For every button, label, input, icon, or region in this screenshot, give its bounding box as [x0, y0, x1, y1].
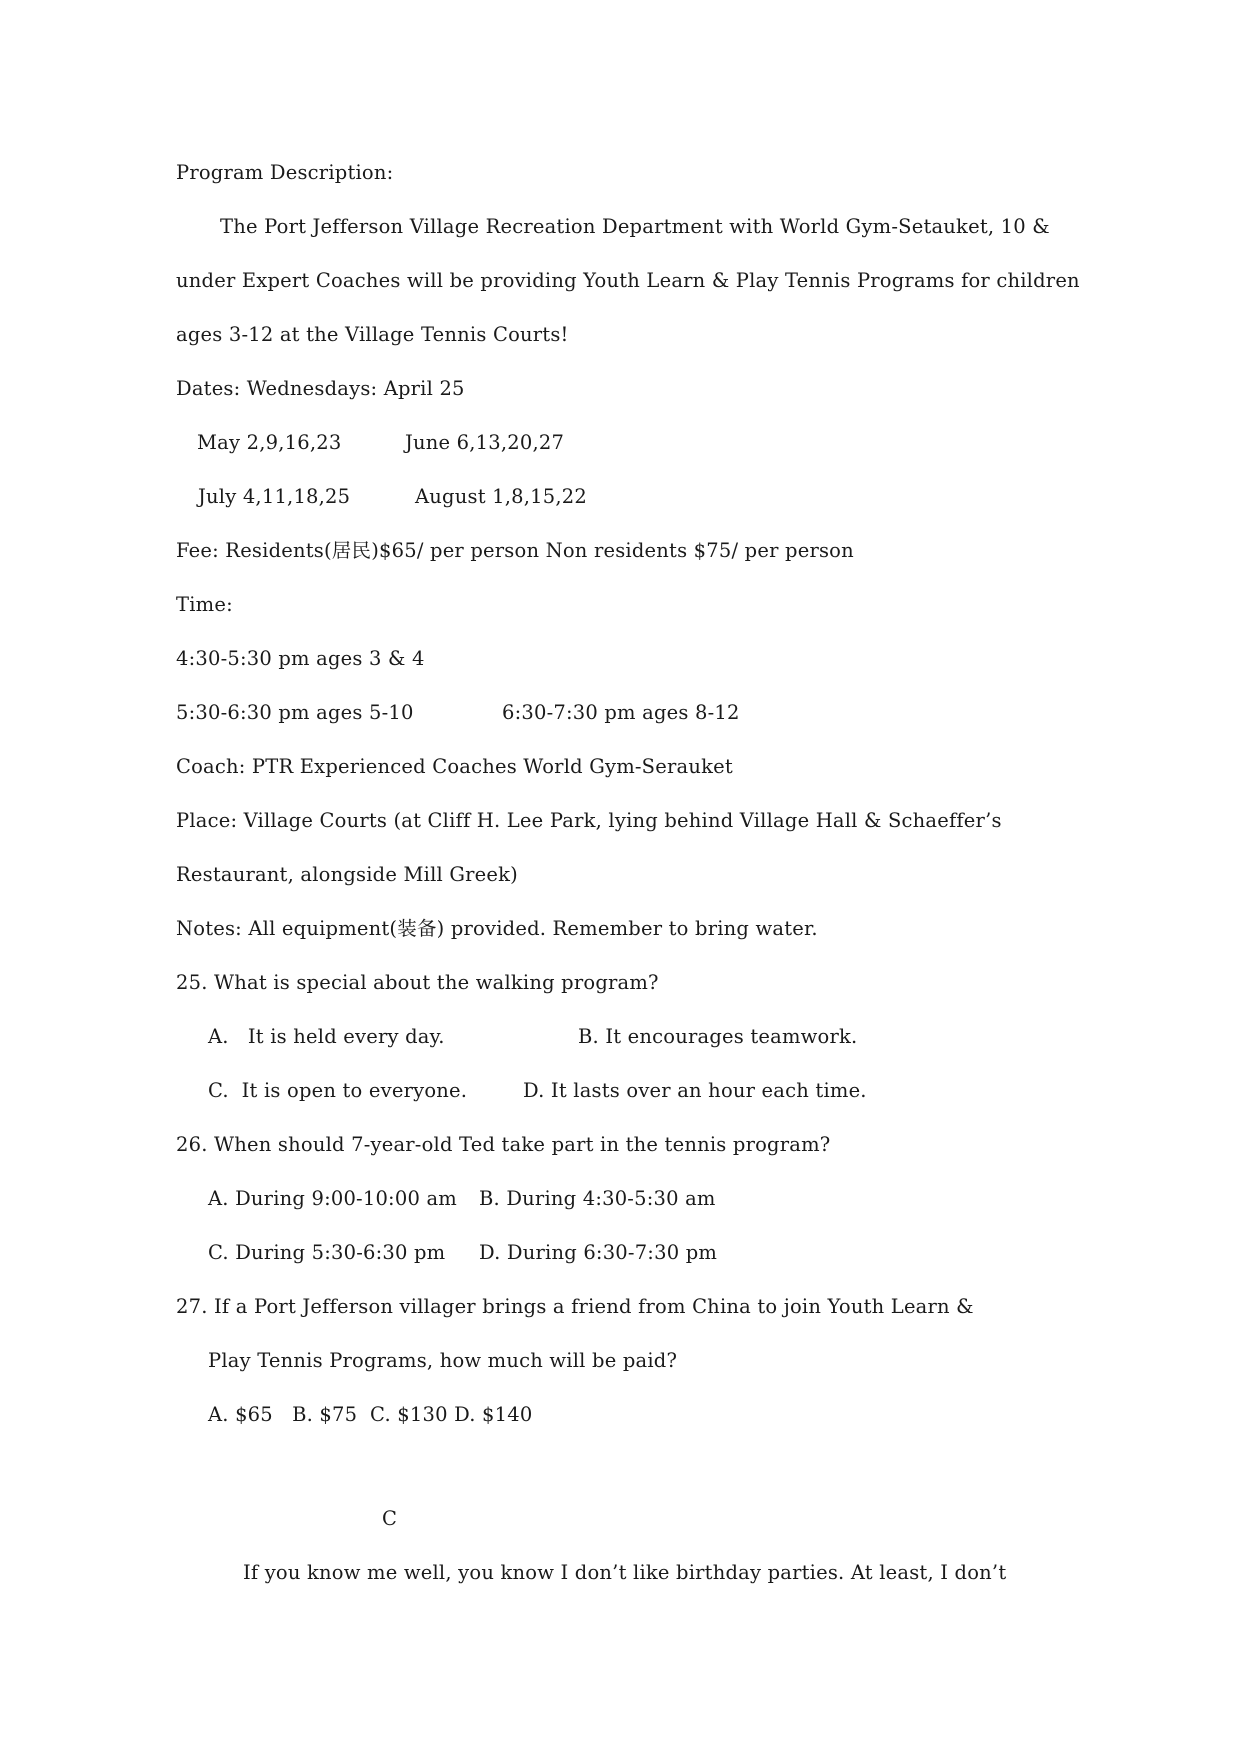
program-intro-line-1: The Port Jefferson Village Recreation Department with World Gym-Setauket, 10 & — [220, 215, 1050, 238]
question-27-options: A. $65 B. $75 C. $130 D. $140 — [208, 1403, 533, 1426]
program-heading: Program Description: — [176, 161, 394, 184]
time-label: Time: — [176, 593, 233, 616]
program-intro-line-3: ages 3-12 at the Village Tennis Courts! — [176, 323, 569, 346]
question-25-options-row-2 — [0, 1079, 1241, 1103]
program-intro-line-2: under Expert Coaches will be providing Youth Learn & Play Tennis Programs for children — [176, 269, 1080, 292]
question-26-options-row-2 — [0, 1241, 1241, 1265]
question-25-options-row-1 — [0, 1025, 1241, 1049]
question-27-stem-line-2: Play Tennis Programs, how much will be paid? — [208, 1349, 678, 1372]
dates-line: Dates: Wednesdays: April 25 — [176, 377, 465, 400]
place-line-2: Restaurant, alongside Mill Greek) — [176, 863, 518, 886]
question-25-stem: 25. What is special about the walking program? — [176, 971, 659, 994]
question-25-option-b: B. It encourages teamwork. — [578, 1025, 858, 1048]
dates-row-july-august — [0, 485, 1241, 509]
question-26-option-b: B. During 4:30-5:30 am — [479, 1187, 716, 1210]
time-slot-2: 5:30-6:30 pm ages 5-10 — [176, 701, 414, 724]
question-27-stem-line-1: 27. If a Port Jefferson villager brings a friend from China to join Youth Learn & — [176, 1295, 974, 1318]
place-line-1: Place: Village Courts (at Cliff H. Lee Park, lying behind Village Hall & Schaeffer’s — [176, 809, 1002, 832]
section-c-label: C — [382, 1507, 398, 1530]
dates-june: June 6,13,20,27 — [405, 431, 565, 454]
question-26-option-a: A. During 9:00-10:00 am — [208, 1187, 457, 1210]
fee-line: Fee: Residents(居民)$65/ per person Non residents $75/ per person — [176, 539, 854, 562]
dates-may: May 2,9,16,23 — [197, 431, 342, 454]
section-c-first-line: If you know me well, you know I don’t like birthday parties. At least, I don’t — [243, 1561, 1007, 1584]
notes-line: Notes: All equipment(装备) provided. Remember to bring water. — [176, 917, 818, 940]
time-slot-1: 4:30-5:30 pm ages 3 & 4 — [176, 647, 425, 670]
time-slot-3: 6:30-7:30 pm ages 8-12 — [502, 701, 740, 724]
dates-row-may-june — [0, 431, 1241, 455]
question-26-option-c: C. During 5:30-6:30 pm — [208, 1241, 446, 1264]
question-26-options-row-1 — [0, 1187, 1241, 1211]
time-slots-row — [0, 701, 1241, 725]
dates-august: August 1,8,15,22 — [415, 485, 587, 508]
dates-july: July 4,11,18,25 — [198, 485, 351, 508]
question-25-option-a: A. It is held every day. — [208, 1025, 445, 1048]
question-25-option-c: C. It is open to everyone. — [208, 1079, 468, 1102]
question-26-option-d: D. During 6:30-7:30 pm — [479, 1241, 718, 1264]
coach-line: Coach: PTR Experienced Coaches World Gym-Serauket — [176, 755, 733, 778]
question-26-stem: 26. When should 7-year-old Ted take part in the tennis program? — [176, 1133, 831, 1156]
question-25-option-d: D. It lasts over an hour each time. — [523, 1079, 867, 1102]
